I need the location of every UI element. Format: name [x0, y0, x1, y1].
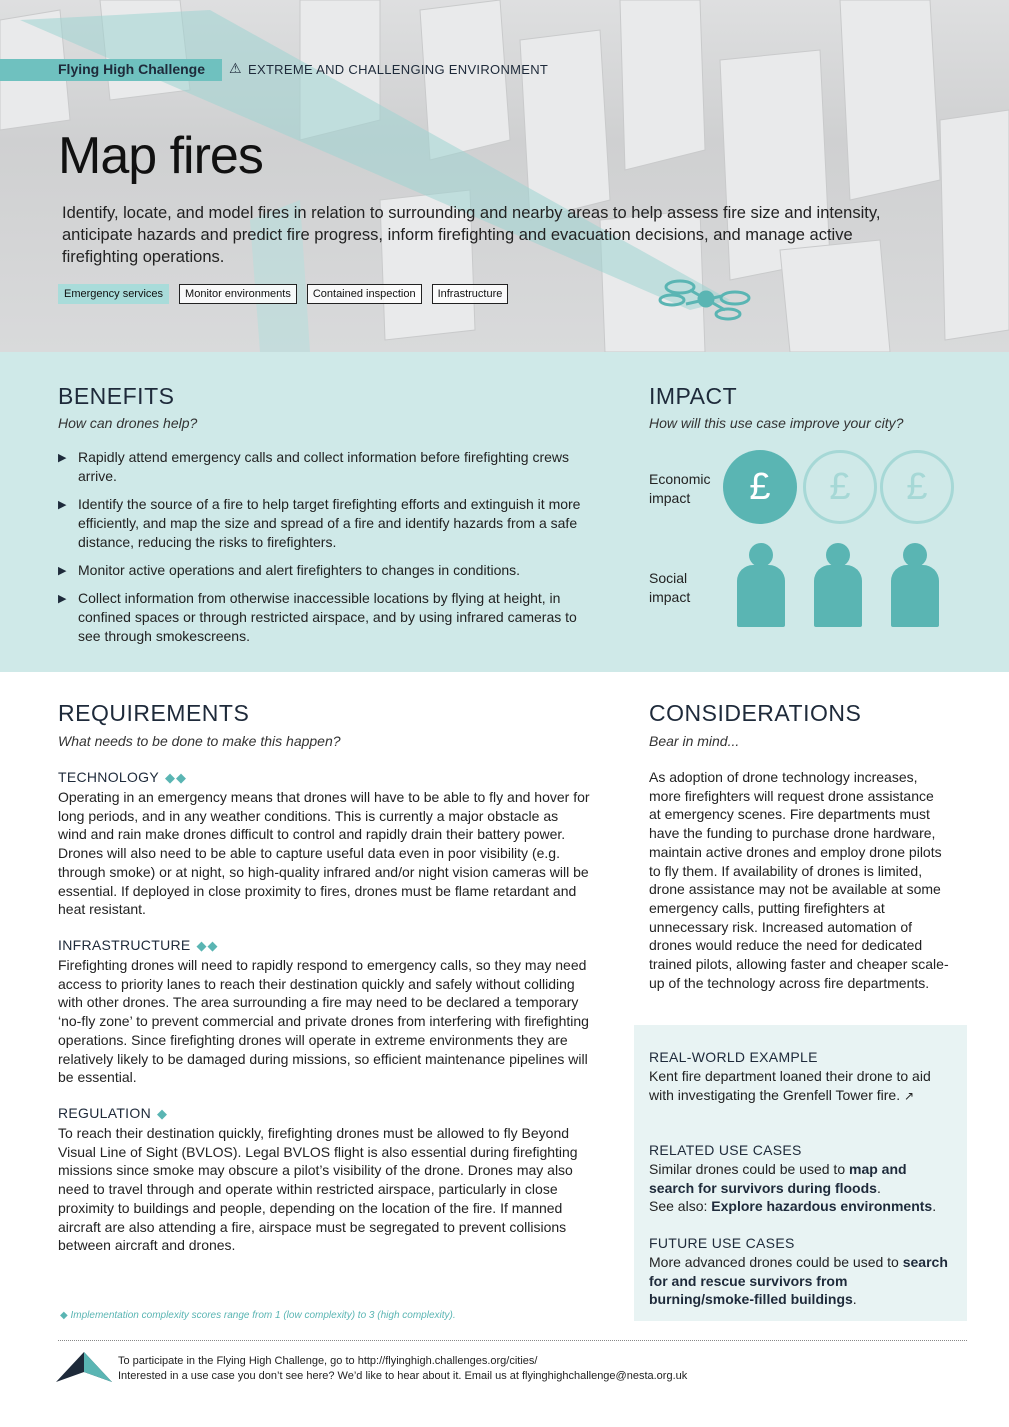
tag-contained-inspection: Contained inspection — [307, 284, 422, 304]
impact-subtitle: How will this use case improve your city? — [649, 415, 904, 431]
benefits-title: BENEFITS — [58, 383, 175, 409]
future-text: More advanced drones could be used to search for and rescue survivors from burning/smoke-filled buildings. — [649, 1254, 948, 1308]
related-link-floods[interactable]: map and search for survivors during floods — [649, 1161, 907, 1196]
tag-monitor-environments: Monitor environments — [179, 284, 297, 304]
regulation-heading: REGULATION ◆ — [58, 1105, 168, 1121]
technology-text: Operating in an emergency means that drones will have to be able to fly and hover for long periods, and in any weather conditions. This is currently a major obstacle as wind and rain make drones difficult to control and rapidly drain their battery power. Drones will also need to be able to capture useful data even in poor visibility (e.g. through smoke) or at night, so high-quality infrared and/or night vision cameras will be essential. If deployed in close proximity to fires, drones must be flame retardant and heat resistant. — [58, 789, 590, 918]
pound-coin-icon: £ — [880, 450, 954, 524]
real-world-text: Kent fire department loaned their drone to aid with investigating the Grenfell Tower fire. ↗ — [649, 1068, 931, 1103]
impact-title: IMPACT — [649, 383, 738, 409]
complexity-note: ◆ Implementation complexity scores range from 1 (low complexity) to 3 (high complexity). — [60, 1310, 456, 1321]
future-link[interactable]: search for and rescue survivors from burning/smoke-filled buildings — [649, 1254, 948, 1308]
related-text: Similar drones could be used to map and search for survivors during floods. See also: Explore hazardous environments. — [649, 1161, 937, 1215]
footer-contact: Interested in a use case you don’t see here? We’d like to hear about it. Email us at flyinghighchallenge@nesta.org.uk — [118, 1370, 688, 1382]
intro-text: Identify, locate, and model fires in relation to surrounding and nearby areas to help assess fire size and intensity, anticipate hazards and predict fire progress, inform firefighting and evacuation decisions, and manage active firefighting operations. — [62, 204, 881, 266]
bullet-arrow-icon: ▶ — [58, 452, 67, 464]
tag-list — [58, 284, 508, 304]
pound-coin-icon: £ — [723, 450, 797, 524]
infrastructure-heading: INFRASTRUCTURE ◆◆ — [58, 937, 219, 953]
page-title: Map fires — [58, 127, 263, 185]
considerations-title: CONSIDERATIONS — [649, 700, 862, 726]
tag-infrastructure: Infrastructure — [432, 284, 509, 304]
footer-participate: To participate in the Flying High Challenge, go to http://flyinghigh.challenges.org/cities/ — [118, 1355, 538, 1367]
warning-triangle-icon: ⚠ — [229, 60, 242, 76]
considerations-text: As adoption of drone technology increases, more firefighters will request drone assistance at emergency scenes. Fire departments must have the funding to purchase drone hardware, maintain active drones and employ drone pilots to fly them. If availability of drones is limited, drone assistance may not be available at some emergency calls, putting firefighters at unnecessary risk. Increased automation of drones would reduce the need for dedicated trained pilots, allowing faster and cheaper scale-up of the technology across fire departments. — [649, 769, 949, 991]
environment-label: EXTREME AND CHALLENGING ENVIRONMENT — [248, 62, 549, 77]
list-item: ▶ Identify the source of a fire to help target firefighting efforts and extinguish it more efficiently, and map the size and spread of a fire and identify hazards from a safe distance, reducing the risks to firefighters. — [58, 496, 581, 550]
list-item: ▶ Monitor active operations and alert firefighters to changes in conditions. — [58, 561, 588, 580]
person-icon — [737, 543, 785, 627]
requirements-subtitle: What needs to be done to make this happen? — [58, 733, 341, 749]
bullet-arrow-icon: ▶ — [58, 593, 67, 605]
future-heading: FUTURE USE CASES — [649, 1235, 795, 1251]
hero-banner — [0, 0, 1009, 352]
complexity-diamonds-icon: ◆◆ — [196, 938, 219, 953]
social-impact-label: Social impact — [649, 570, 691, 605]
real-world-heading: REAL-WORLD EXAMPLE — [649, 1049, 818, 1065]
flying-high-logo — [56, 1350, 112, 1382]
bullet-arrow-icon: ▶ — [58, 565, 67, 577]
benefits-subtitle: How can drones help? — [58, 415, 198, 431]
related-heading: RELATED USE CASES — [649, 1142, 802, 1158]
programme-label: Flying High Challenge — [58, 61, 206, 77]
footer-divider — [58, 1340, 967, 1341]
person-icon — [814, 543, 862, 627]
regulation-text: To reach their destination quickly, firefighting drones must be allowed to fly Beyond Visual Line of Sight (BVLOS). Legal BVLOS flight is also essential during firefighting missions since smoke may obscure a pilot’s visibility of the drone. Drones may also need to travel through and operate within restricted airspace, particularly in close proximity to buildings and people, depending on the location of the fire. If manned aircraft are also attending a fire, airspace must be segregated to prevent collisions between aircraft and drones. — [58, 1125, 578, 1254]
list-item: ▶ Collect information from otherwise inaccessible locations by flying at height, in confined spaces or through restricted airspace, and by using infrared cameras to see through smokescreens. — [58, 590, 577, 644]
infrastructure-text: Firefighting drones will need to rapidly respond to emergency calls, so they may need access to priority lanes to reach their destination quickly and safely without colliding with other drones. The area surrounding a fire may need to be declared a temporary ‘no-fly zone’ to prevent commercial and private drones from interfering with firefighting operations. Since firefighting drones will operate in extreme environments they are relatively likely to be damaged during missions, so efficient maintenance pipelines will be essential. — [58, 957, 589, 1086]
benefits-list — [58, 448, 588, 655]
economic-impact-label: Economic impact — [649, 471, 711, 506]
list-item: ▶ Rapidly attend emergency calls and collect information before firefighting crews arrive. — [58, 449, 570, 484]
complexity-diamonds-icon: ◆ — [156, 1106, 168, 1121]
technology-heading: TECHNOLOGY ◆◆ — [58, 769, 188, 785]
diamond-icon: ◆ — [60, 1310, 68, 1321]
considerations-subtitle: Bear in mind... — [649, 733, 740, 749]
bullet-arrow-icon: ▶ — [58, 499, 67, 511]
person-icon — [891, 543, 939, 627]
complexity-diamonds-icon: ◆◆ — [165, 770, 188, 785]
tag-emergency-services: Emergency services — [58, 284, 169, 304]
requirements-title: REQUIREMENTS — [58, 700, 250, 726]
pound-coin-icon: £ — [803, 450, 877, 524]
related-link-hazardous[interactable]: Explore hazardous environments — [711, 1198, 933, 1215]
external-link-icon[interactable]: ↗ — [903, 1088, 915, 1103]
